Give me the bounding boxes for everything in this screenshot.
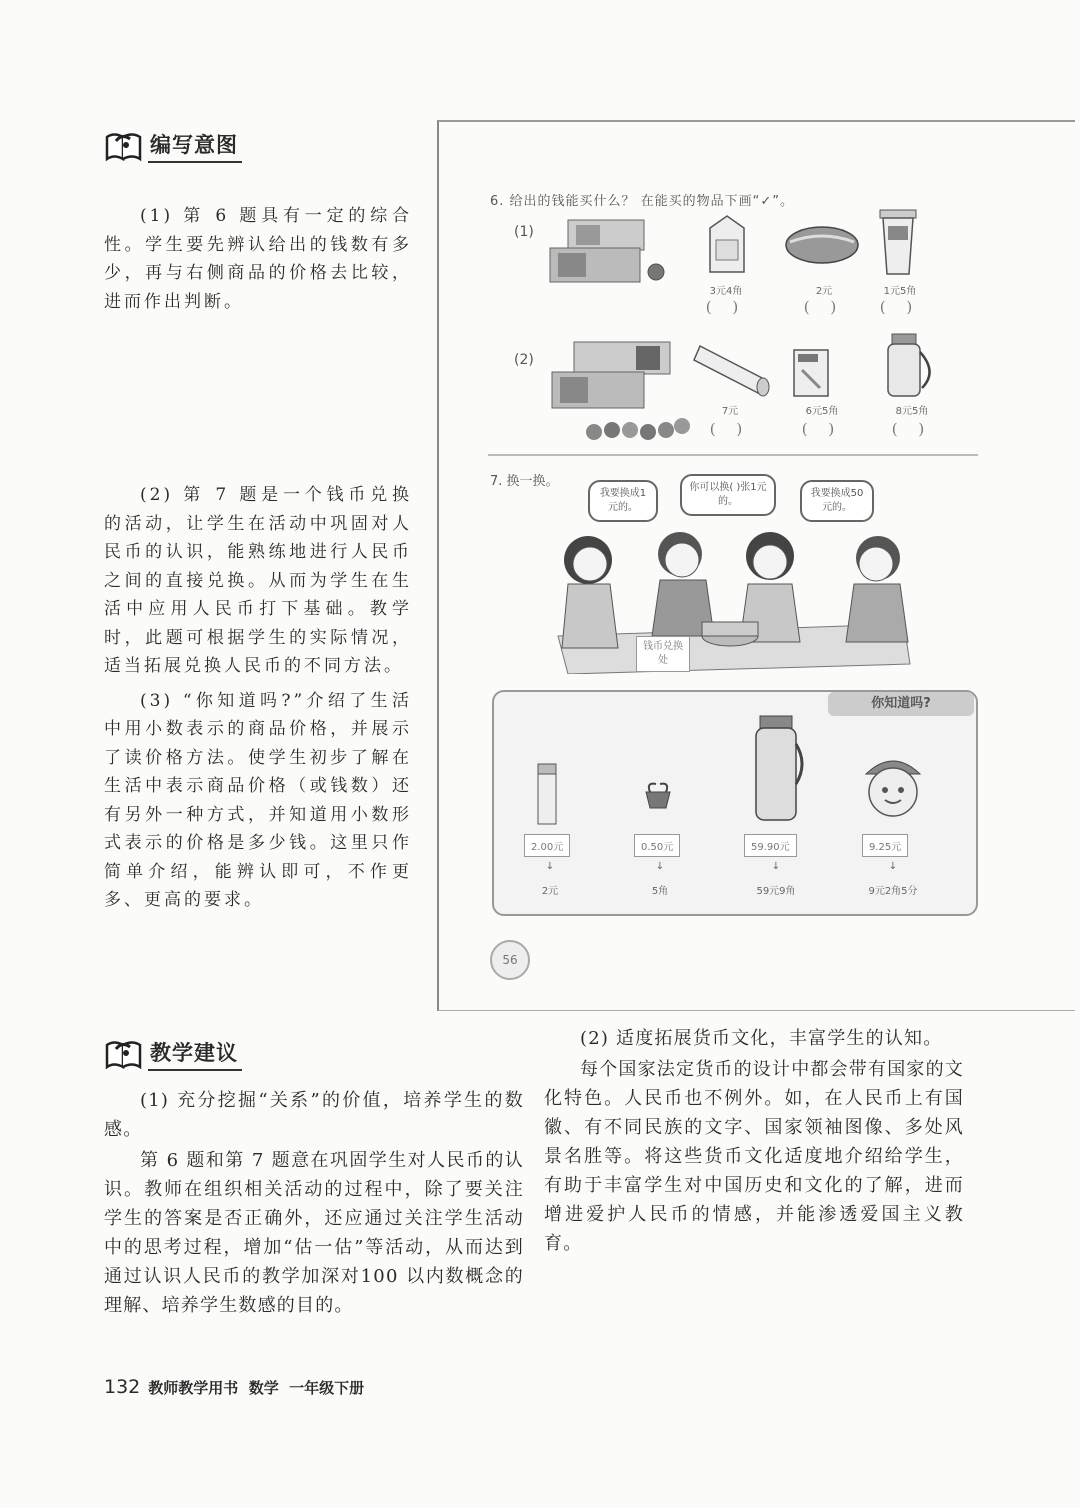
milk-carton-image [704, 214, 750, 278]
question-7: 7. 换一换。 [490, 474, 559, 489]
book-image [792, 348, 832, 402]
cup-image [878, 208, 918, 280]
banknote-image [548, 218, 678, 294]
water-bottle-image [882, 332, 942, 402]
answer-blank[interactable]: ( ) [803, 298, 845, 316]
speech-bubble: 你可以换( )张1元的。 [680, 474, 776, 516]
price-reading: 59元9角 [756, 886, 796, 897]
arrow-down-icon: ↓ [655, 861, 665, 872]
price-reading: 5角 [651, 886, 669, 897]
arrow-down-icon: ↓ [888, 861, 898, 872]
toy-image [860, 748, 926, 824]
paragraph: (1) 第 6 题具有一定的综合性。学生要先辨认给出的钱数有多少，再与右侧商品的价格去比较，进而作出判断。 [104, 206, 412, 312]
section-heading-suggestions [104, 1036, 242, 1072]
page-footer [104, 1376, 364, 1398]
page-number: 132 [104, 1376, 141, 1398]
price-label: 1元5角 [883, 286, 917, 297]
row-label: (2) [514, 352, 534, 368]
price-tag: 0.50元 [634, 834, 680, 857]
price-label: 8元5角 [895, 406, 929, 417]
intent-paragraph-1 [104, 202, 412, 316]
binder-clip-image [638, 780, 678, 814]
pencil-case-image [782, 220, 862, 274]
section-title: 教学建议 [148, 1037, 242, 1071]
row-label: (1) [514, 224, 534, 240]
arrow-down-icon: ↓ [545, 861, 555, 872]
price-label: 6元5角 [805, 406, 839, 417]
divider [488, 454, 978, 456]
price-tag: 2.00元 [524, 834, 570, 857]
price-tag: 59.90元 [744, 834, 797, 857]
exchange-sign: 钱币兑换处 [636, 636, 690, 672]
speech-bubble: 我要换成1元的。 [588, 480, 658, 522]
section-title: 编写意图 [148, 129, 242, 163]
rolled-mat-image [690, 340, 774, 404]
price-reading: 9元2角5分 [868, 886, 918, 897]
book-icon [104, 129, 144, 163]
paragraph: (2) 第 7 题是一个钱币兑换的活动，让学生在活动中巩固对人民币的认识，能熟练地进行人民币之间的直接兑换。从而为学生在生活中应用人民币打下基础。教学时，此题可根据学生的实际情况，适当拓展兑换人民币的不同方法。 [104, 485, 412, 676]
price-label: 3元4角 [709, 286, 743, 297]
answer-blank[interactable]: ( ) [705, 298, 747, 316]
price-reading: 2元 [541, 886, 559, 897]
did-you-know-title: 你知道吗? [828, 692, 974, 716]
paragraph: (1) 充分挖掘“关系”的价值，培养学生的数感。 [104, 1090, 524, 1140]
price-label: 2元 [815, 286, 833, 297]
textbook-page-number: 56 [490, 940, 530, 980]
suggestions-right-column [544, 1024, 964, 1258]
glue-stick-image [536, 762, 558, 830]
price-tag: 9.25元 [862, 834, 908, 857]
thermos-image [752, 714, 804, 826]
book-icon [104, 1037, 144, 1071]
question-6: 6. 给出的钱能买什么？ 在能买的物品下画“✓”。 [490, 194, 795, 209]
arrow-down-icon: ↓ [771, 861, 781, 872]
price-label: 7元 [721, 406, 739, 417]
paragraph: (3) “你知道吗?”介绍了生活中用小数表示的商品价格，并展示了读价格方法。使学生初步了解在生活中表示商品价格（或钱数）还有另外一种方式，并知道用小数形式表示的价格是多少钱。这里只作简单介绍，能辨认即可，不作更多、更高的要求。 [104, 690, 412, 910]
paragraph: 每个国家法定货币的设计中都会带有国家的文化特色。人民币也不例外。如，在人民币上有国徽、有不同民族的文字、国家领袖图像、多处风景名胜等。将这些货币文化适度地介绍给学生，有助于丰富学生对中国历史和文化的了解，进而增进爱护人民币的情感，并能渗透爱国主义教育。 [544, 1059, 964, 1254]
answer-blank[interactable]: ( ) [879, 298, 921, 316]
answer-blank[interactable]: ( ) [709, 420, 751, 438]
paragraph: (2) 适度拓展货币文化，丰富学生的认知。 [580, 1028, 943, 1049]
answer-blank[interactable]: ( ) [891, 420, 933, 438]
banknote-coins-image [548, 340, 696, 448]
suggestions-left-column [104, 1086, 524, 1320]
book-title: 教师教学用书 数学 一年级下册 [148, 1379, 365, 1397]
paragraph: 第 6 题和第 7 题意在巩固学生对人民币的认识。教师在组织相关活动的过程中，除了要关注学生的答案是否正确外，还应通过关注学生活动中的思考过程，增加“估一估”等活动，从而达到通过认识人民币的教学加深对100 以内数概念的理解、培养学生数感的目的。 [104, 1150, 524, 1316]
intent-paragraph-2 [104, 481, 412, 915]
answer-blank[interactable]: ( ) [801, 420, 843, 438]
children-exchange-illustration [548, 524, 918, 678]
speech-bubble: 我要换成50元的。 [800, 480, 874, 522]
section-heading-intent [104, 128, 242, 164]
